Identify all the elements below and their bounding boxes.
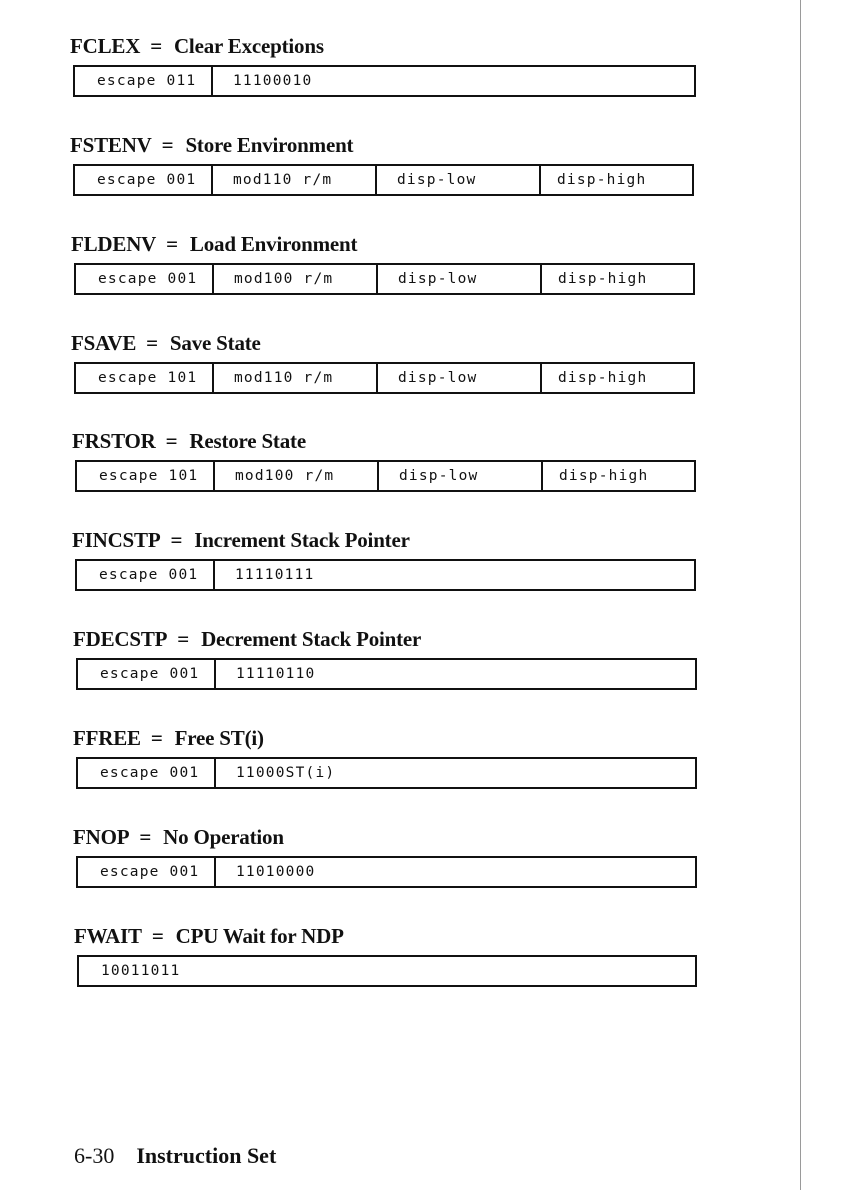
encoding-row [75, 559, 696, 591]
disp-high-field: disp-high [539, 166, 692, 194]
instruction-title [73, 825, 697, 849]
instruction-ffree [73, 726, 697, 781]
instruction-name: Store Environment [185, 133, 354, 157]
equals-sign: = [139, 825, 152, 849]
instruction-fstenv [70, 133, 694, 188]
instruction-title [73, 627, 697, 651]
equals-sign: = [170, 528, 183, 552]
instruction-fclex [70, 34, 694, 89]
mnemonic: FCLEX [70, 34, 141, 58]
equals-sign: = [161, 133, 174, 157]
escape-field: escape 001 [100, 864, 200, 880]
instruction-title [73, 726, 697, 750]
chapter-title: Instruction Set [136, 1143, 277, 1168]
instruction-fwait [74, 924, 698, 979]
instruction-title [70, 133, 694, 157]
instruction-title [72, 528, 696, 552]
escape-field: escape 001 [99, 567, 199, 583]
modrm-field: mod110 r/m [212, 364, 376, 392]
escape-field: escape 001 [100, 765, 200, 781]
disp-high-field: disp-high [540, 364, 693, 392]
equals-sign: = [151, 924, 164, 948]
instruction-name: No Operation [163, 825, 284, 849]
disp-low-field: disp-low [375, 166, 539, 194]
encoding-row [77, 955, 697, 987]
mnemonic: FSAVE [71, 331, 137, 355]
instruction-name: Increment Stack Pointer [194, 528, 410, 552]
mnemonic: FDECSTP [73, 627, 168, 651]
mnemonic: FINCSTP [72, 528, 161, 552]
mnemonic: FWAIT [74, 924, 142, 948]
escape-field: escape 011 [97, 73, 197, 89]
page-gutter-line [800, 0, 801, 1190]
instruction-fdecstp [73, 627, 697, 682]
equals-sign: = [166, 232, 178, 256]
instruction-fnop [73, 825, 697, 880]
instruction-name: Decrement Stack Pointer [201, 627, 422, 651]
encoding-row [74, 362, 695, 394]
instruction-name: Save State [169, 331, 261, 355]
escape-field: escape 001 [97, 172, 197, 188]
instruction-fincstp [72, 528, 696, 583]
mnemonic: FFREE [73, 726, 141, 750]
equals-sign: = [150, 726, 163, 750]
disp-high-field: disp-high [540, 265, 693, 293]
encoding-row [73, 164, 694, 196]
encoding-row [76, 856, 697, 888]
equals-sign: = [165, 429, 178, 453]
disp-low-field: disp-low [376, 265, 540, 293]
instruction-name: Free ST(i) [174, 726, 264, 750]
page-footer [74, 1143, 276, 1169]
instruction-frstor [72, 429, 696, 484]
opcode-field: 11110111 [213, 561, 694, 589]
modrm-field: mod110 r/m [211, 166, 375, 194]
equals-sign: = [150, 34, 162, 58]
mnemonic: FSTENV [70, 133, 152, 157]
disp-high-field: disp-high [541, 462, 694, 490]
instruction-title [74, 924, 698, 948]
mnemonic: FLDENV [71, 232, 157, 256]
instruction-name: CPU Wait for NDP [175, 924, 344, 948]
instruction-name: Restore State [189, 429, 306, 453]
encoding-row [75, 460, 696, 492]
mnemonic: FNOP [73, 825, 130, 849]
instruction-title [71, 331, 695, 355]
opcode-field: 11110110 [214, 660, 695, 688]
opcode-field: 10011011 [101, 963, 181, 979]
escape-field: escape 001 [98, 271, 198, 287]
escape-field: escape 001 [100, 666, 200, 682]
instruction-name: Clear Exceptions [173, 34, 324, 58]
opcode-field: 11100010 [211, 67, 694, 95]
instruction-title [71, 232, 695, 256]
encoding-row [76, 757, 697, 789]
encoding-row [76, 658, 697, 690]
encoding-row [73, 65, 696, 97]
instruction-title [70, 34, 694, 58]
modrm-field: mod100 r/m [212, 265, 376, 293]
instruction-fsave [71, 331, 695, 386]
disp-low-field: disp-low [377, 462, 541, 490]
opcode-field: 11010000 [214, 858, 695, 886]
instruction-title [72, 429, 696, 453]
escape-field: escape 101 [99, 468, 199, 484]
disp-low-field: disp-low [376, 364, 540, 392]
equals-sign: = [146, 331, 158, 355]
mnemonic: FRSTOR [72, 429, 156, 453]
encoding-row [74, 263, 695, 295]
equals-sign: = [177, 627, 190, 651]
modrm-field: mod100 r/m [213, 462, 377, 490]
escape-field: escape 101 [98, 370, 198, 386]
instruction-name: Load Environment [189, 232, 358, 256]
opcode-field: 11000ST(i) [214, 759, 695, 787]
instruction-fldenv [71, 232, 695, 287]
page-number: 6-30 [74, 1143, 115, 1168]
